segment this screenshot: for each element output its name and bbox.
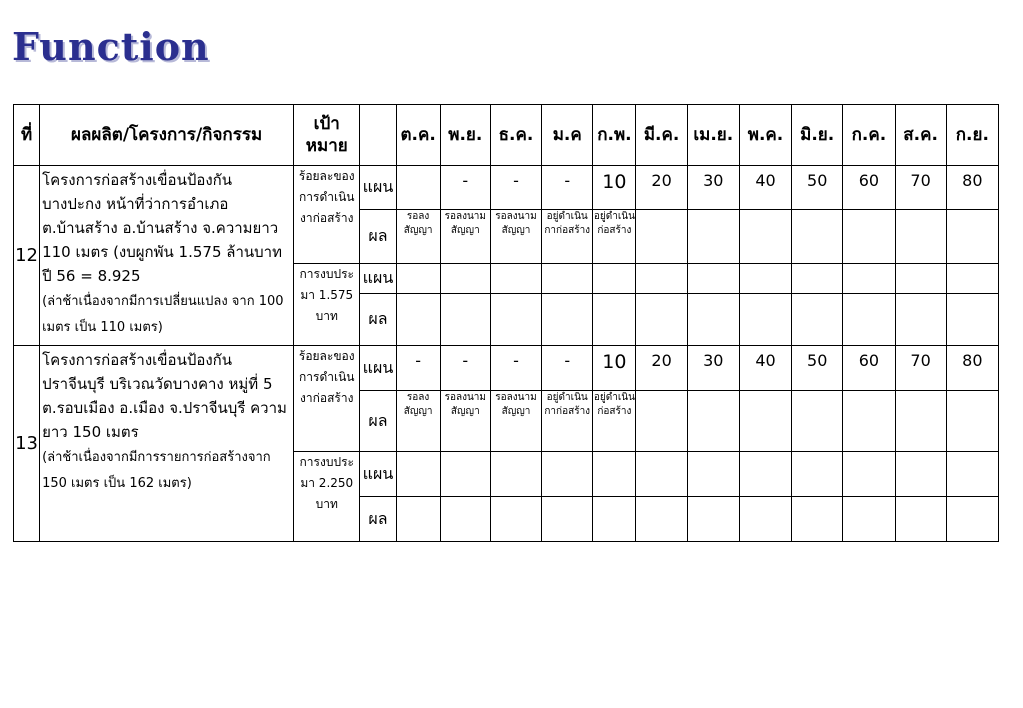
plan-cell: 50 — [792, 346, 843, 391]
plan-cell: 10 — [593, 166, 636, 210]
plan-cell: 50 — [792, 166, 843, 210]
plan-cell: - — [440, 166, 490, 210]
row-label-result: ผล — [360, 294, 396, 346]
plan-cell: 60 — [843, 346, 895, 391]
row-label-result: ผล — [360, 210, 396, 264]
result-cell: รอลงสัญญา — [396, 210, 440, 264]
plan-cell — [396, 166, 440, 210]
plan-cell: 70 — [895, 346, 946, 391]
result-cell: รอลงสัญญา — [396, 391, 440, 452]
budget-result-cell — [739, 497, 791, 542]
result-cell: รอลงนามสัญญา — [440, 210, 490, 264]
budget-plan-cell — [843, 264, 895, 294]
budget-plan-cell — [792, 264, 843, 294]
result-cell — [792, 391, 843, 452]
table-header — [14, 105, 999, 166]
budget-plan-cell — [895, 264, 946, 294]
plan-cell: 20 — [636, 166, 687, 210]
target-progress: ร้อยละของการดำเนินงาก่อสร้าง — [294, 346, 360, 452]
budget-result-cell — [490, 294, 541, 346]
result-cell — [946, 210, 998, 264]
plan-cell: 40 — [739, 346, 791, 391]
budget-plan-cell — [593, 264, 636, 294]
plan-cell: - — [440, 346, 490, 391]
row-label-plan: แผน — [360, 166, 396, 210]
header-month: ธ.ค. — [490, 105, 541, 166]
project-description — [40, 166, 294, 346]
header-month: ต.ค. — [396, 105, 440, 166]
plan-cell: 20 — [636, 346, 687, 391]
budget-result-cell — [687, 497, 739, 542]
budget-result-cell — [490, 497, 541, 542]
plan-cell: 80 — [946, 166, 998, 210]
result-cell — [739, 210, 791, 264]
budget-plan-cell — [946, 452, 998, 497]
result-cell: รอลงนามสัญญา — [440, 391, 490, 452]
plan-cell: - — [542, 346, 593, 391]
project-description-line: โครงการก่อสร้างเขื่อนป้องกันปราจีนบุรี บริเวณวัดบางคาง หมู่ที่ 5 ต.รอบเมือง อ.เมือง จ.ปราจีนบุรี ความยาว 150 เมตร — [42, 351, 287, 441]
budget-plan-cell — [895, 452, 946, 497]
budget-plan-cell — [542, 264, 593, 294]
budget-plan-cell — [490, 452, 541, 497]
budget-plan-cell — [396, 264, 440, 294]
plan-cell: 30 — [687, 346, 739, 391]
budget-plan-cell — [542, 452, 593, 497]
budget-result-cell — [440, 497, 490, 542]
project-number: 12 — [14, 166, 40, 346]
budget-result-cell — [843, 294, 895, 346]
header-no: ที่ — [14, 105, 40, 166]
header-month: ม.ค — [542, 105, 593, 166]
result-cell — [843, 210, 895, 264]
row-label-plan: แผน — [360, 264, 396, 294]
plan-cell: - — [490, 166, 541, 210]
header-project: ผลผลิต/โครงการ/กิจกรรม — [40, 105, 294, 166]
header-month: ก.ย. — [946, 105, 998, 166]
budget-plan-cell — [490, 264, 541, 294]
budget-result-cell — [542, 294, 593, 346]
budget-result-cell — [739, 294, 791, 346]
project-description — [40, 346, 294, 542]
budget-result-cell — [687, 294, 739, 346]
table-row — [14, 346, 999, 391]
result-cell — [946, 391, 998, 452]
result-cell — [739, 391, 791, 452]
budget-result-cell — [895, 294, 946, 346]
plan-cell: - — [490, 346, 541, 391]
budget-result-cell — [792, 294, 843, 346]
header-month: ก.ค. — [843, 105, 895, 166]
budget-result-cell — [895, 497, 946, 542]
result-cell: อยู่ดำเนินก่อสร้าง — [593, 210, 636, 264]
page-title: Function — [12, 24, 210, 69]
header-month: ก.พ. — [593, 105, 636, 166]
result-cell — [636, 210, 687, 264]
project-description-line: (ล่าช้าเนื่องจากมีการเปลี่ยนแปลง จาก 100 เมตร เป็น 110 เมตร) — [42, 294, 284, 335]
result-cell: อยู่ดำเนินกาก่อสร้าง — [542, 210, 593, 264]
budget-plan-cell — [843, 452, 895, 497]
budget-plan-cell — [440, 264, 490, 294]
target-budget: การงบประมา 2.250 บาท — [294, 452, 360, 542]
project-number: 13 — [14, 346, 40, 542]
budget-result-cell — [396, 497, 440, 542]
result-cell — [636, 391, 687, 452]
table-row — [14, 166, 999, 210]
result-cell: อยู่ดำเนินก่อสร้าง — [593, 391, 636, 452]
plan-cell: 40 — [739, 166, 791, 210]
plan-cell: 60 — [843, 166, 895, 210]
budget-plan-cell — [636, 264, 687, 294]
budget-result-cell — [396, 294, 440, 346]
result-cell — [895, 391, 946, 452]
header-month: พ.ย. — [440, 105, 490, 166]
header-month: ส.ค. — [895, 105, 946, 166]
budget-result-cell — [946, 294, 998, 346]
project-plan-table — [13, 104, 999, 542]
table-body — [14, 166, 999, 542]
budget-plan-cell — [440, 452, 490, 497]
result-cell: รอลงนามสัญญา — [490, 210, 541, 264]
plan-cell: 10 — [593, 346, 636, 391]
plan-cell: 80 — [946, 346, 998, 391]
budget-result-cell — [843, 497, 895, 542]
result-cell: อยู่ดำเนินกาก่อสร้าง — [542, 391, 593, 452]
budget-result-cell — [542, 497, 593, 542]
header-month: มิ.ย. — [792, 105, 843, 166]
plan-cell: 30 — [687, 166, 739, 210]
header-month: มี.ค. — [636, 105, 687, 166]
budget-plan-cell — [792, 452, 843, 497]
project-description-line: (ล่าช้าเนื่องจากมีการรายการก่อสร้างจาก 150 เมตร เป็น 162 เมตร) — [42, 450, 271, 491]
row-label-result: ผล — [360, 391, 396, 452]
budget-plan-cell — [636, 452, 687, 497]
budget-result-cell — [593, 497, 636, 542]
project-description-line: โครงการก่อสร้างเขื่อนป้องกันบางปะกง หน้าที่ว่าการอำเภอ ต.บ้านสร้าง อ.บ้านสร้าง จ.ความยาว 110 เมตร (งบผูกพัน 1.575 ล้านบาท ปี 56 = 8.925 — [42, 171, 282, 285]
budget-plan-cell — [687, 452, 739, 497]
plan-cell: - — [396, 346, 440, 391]
budget-plan-cell — [593, 452, 636, 497]
result-cell — [895, 210, 946, 264]
budget-result-cell — [593, 294, 636, 346]
budget-result-cell — [792, 497, 843, 542]
budget-result-cell — [946, 497, 998, 542]
budget-result-cell — [636, 497, 687, 542]
result-cell — [843, 391, 895, 452]
plan-cell: - — [542, 166, 593, 210]
row-label-plan: แผน — [360, 346, 396, 391]
row-label-result: ผล — [360, 497, 396, 542]
target-progress: ร้อยละของการดำเนินงาก่อสร้าง — [294, 166, 360, 264]
budget-plan-cell — [739, 264, 791, 294]
target-budget: การงบประมา 1.575 บาท — [294, 264, 360, 346]
header-target: เป้าหมาย — [294, 105, 360, 166]
budget-result-cell — [440, 294, 490, 346]
budget-plan-cell — [687, 264, 739, 294]
budget-plan-cell — [396, 452, 440, 497]
result-cell — [792, 210, 843, 264]
header-month: เม.ย. — [687, 105, 739, 166]
result-cell — [687, 210, 739, 264]
result-cell: รอลงนามสัญญา — [490, 391, 541, 452]
header-blank — [360, 105, 396, 166]
row-label-plan: แผน — [360, 452, 396, 497]
budget-plan-cell — [946, 264, 998, 294]
header-month: พ.ค. — [739, 105, 791, 166]
budget-plan-cell — [739, 452, 791, 497]
result-cell — [687, 391, 739, 452]
plan-cell: 70 — [895, 166, 946, 210]
budget-result-cell — [636, 294, 687, 346]
